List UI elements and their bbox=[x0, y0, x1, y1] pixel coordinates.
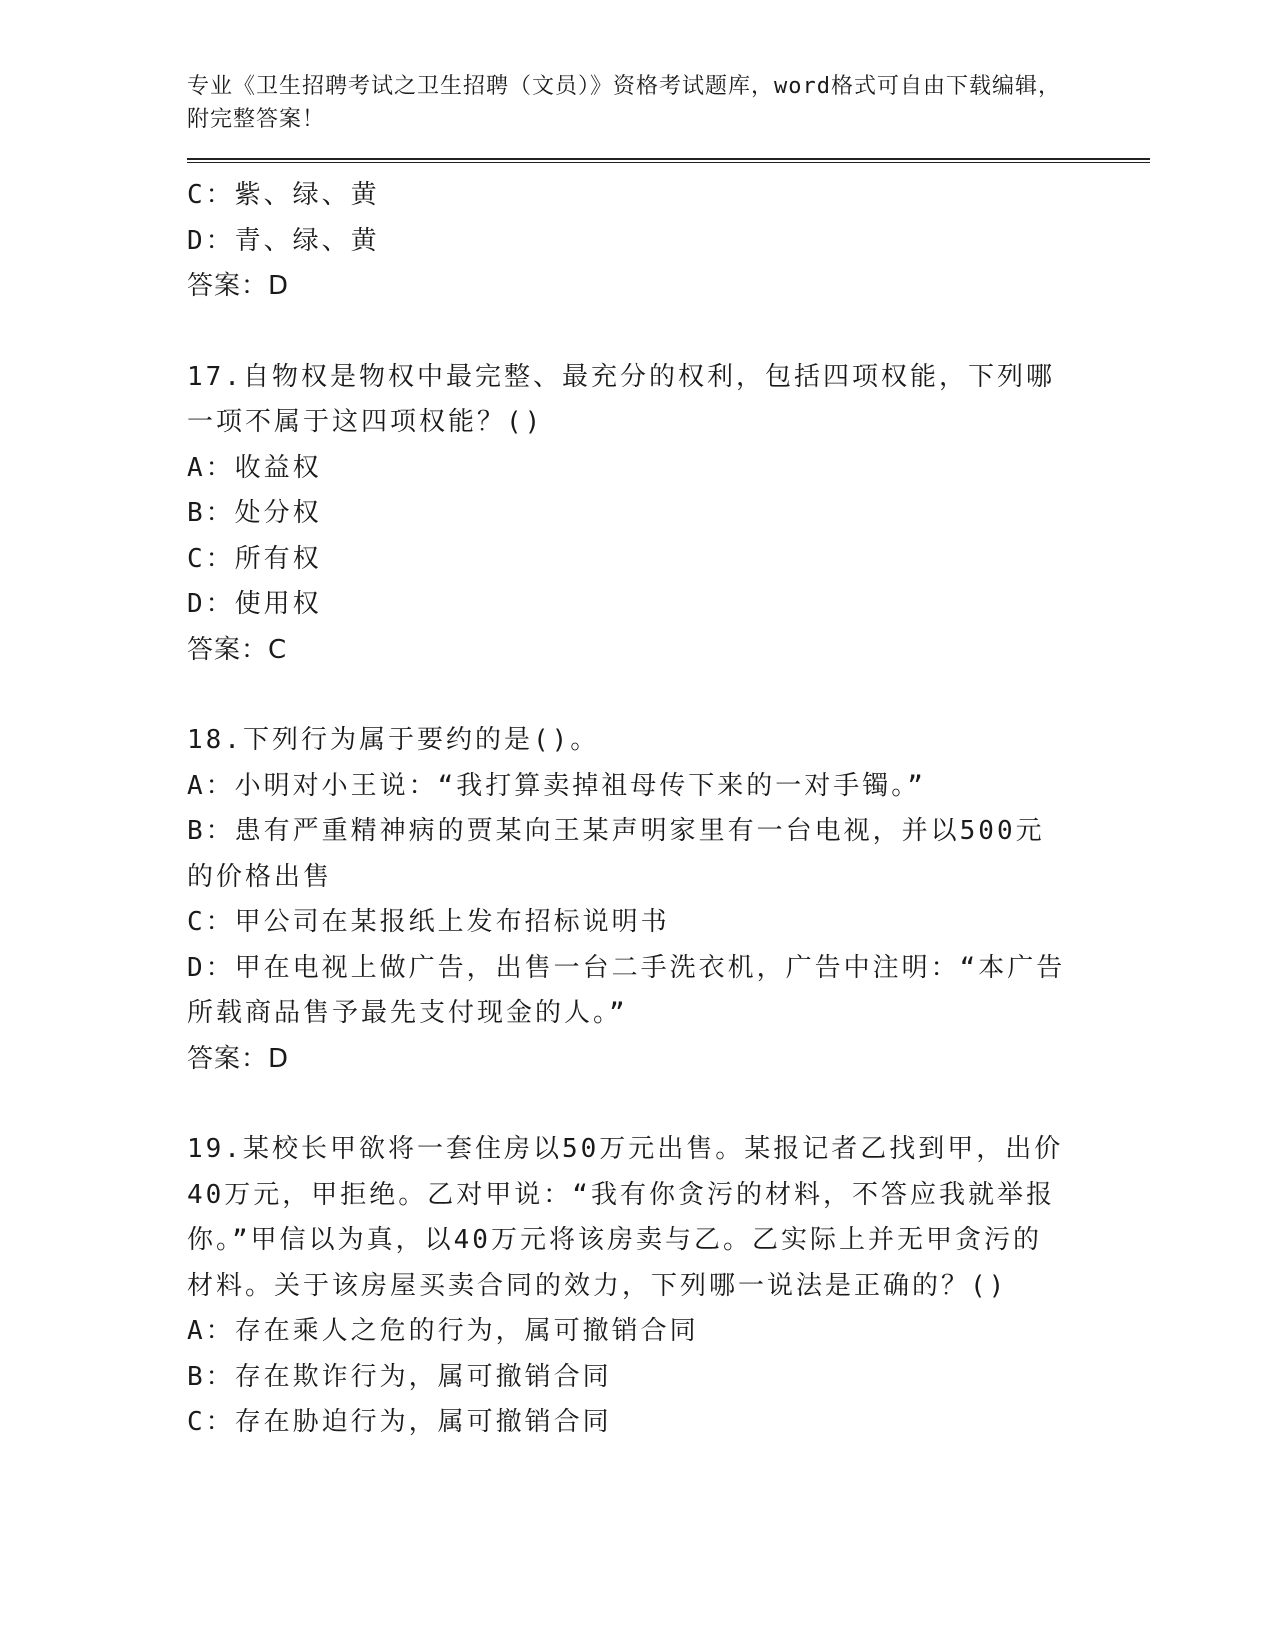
option-c: C：所有权 bbox=[187, 543, 322, 574]
option-b: B：处分权 bbox=[187, 498, 322, 528]
option-d: D：甲在电视上做广告，出售一台二手洗衣机，广告中注明：“本广告所载商品售予最先支付现金的人。” bbox=[187, 952, 1066, 1028]
option-c: C：紫、绿、黄 bbox=[187, 180, 380, 210]
question-stem-17: 17.自物权是物权中最完整、最充分的权利，包括四项权能，下列哪一项不属于这四项权能？() bbox=[187, 361, 1055, 437]
answer-line: 答案：D bbox=[187, 271, 290, 301]
option-d: D：使用权 bbox=[187, 589, 322, 619]
option-c: C：存在胁迫行为，属可撤销合同 bbox=[187, 1407, 612, 1437]
option-a: A：存在乘人之危的行为，属可撤销合同 bbox=[187, 1316, 699, 1346]
option-a: A：小明对小王说：“我打算卖掉祖母传下来的一对手镯。” bbox=[187, 770, 926, 801]
spacer bbox=[187, 1082, 1067, 1127]
header-divider bbox=[187, 158, 1150, 163]
option-b: B：存在欺诈行为，属可撤销合同 bbox=[187, 1361, 612, 1392]
spacer bbox=[187, 673, 1067, 718]
option-c: C：甲公司在某报纸上发布招标说明书 bbox=[187, 907, 670, 937]
question-stem-19: 19.某校长甲欲将一套住房以50万元出售。某报记者乙找到甲，出价40万元，甲拒绝。乙对甲说：“我有你贪污的材料，不答应我就举报你。”甲信以为真，以40万元将该房卖与乙。乙实际上并无甲贪污的材料。关于该房屋买卖合同的效力，下列哪一说法是正确的？() bbox=[187, 1134, 1064, 1301]
option-d: D：青、绿、黄 bbox=[187, 225, 380, 256]
answer-line: 答案：C bbox=[187, 634, 288, 665]
answer-line: 答案：D bbox=[187, 1043, 290, 1074]
page-header: 专业《卫生招聘考试之卫生招聘（文员）》资格考试题库，word格式可自由下载编辑，附完整答案！ bbox=[187, 74, 1061, 132]
question-stem-18: 18.下列行为属于要约的是()。 bbox=[187, 725, 600, 755]
document-page bbox=[187, 70, 1147, 1446]
spacer bbox=[187, 310, 1067, 355]
option-a: A：收益权 bbox=[187, 452, 322, 483]
option-b: B：患有严重精神病的贾某向王某声明家里有一台电视，并以500元的价格出售 bbox=[187, 816, 1045, 892]
question-content bbox=[187, 173, 1067, 1446]
